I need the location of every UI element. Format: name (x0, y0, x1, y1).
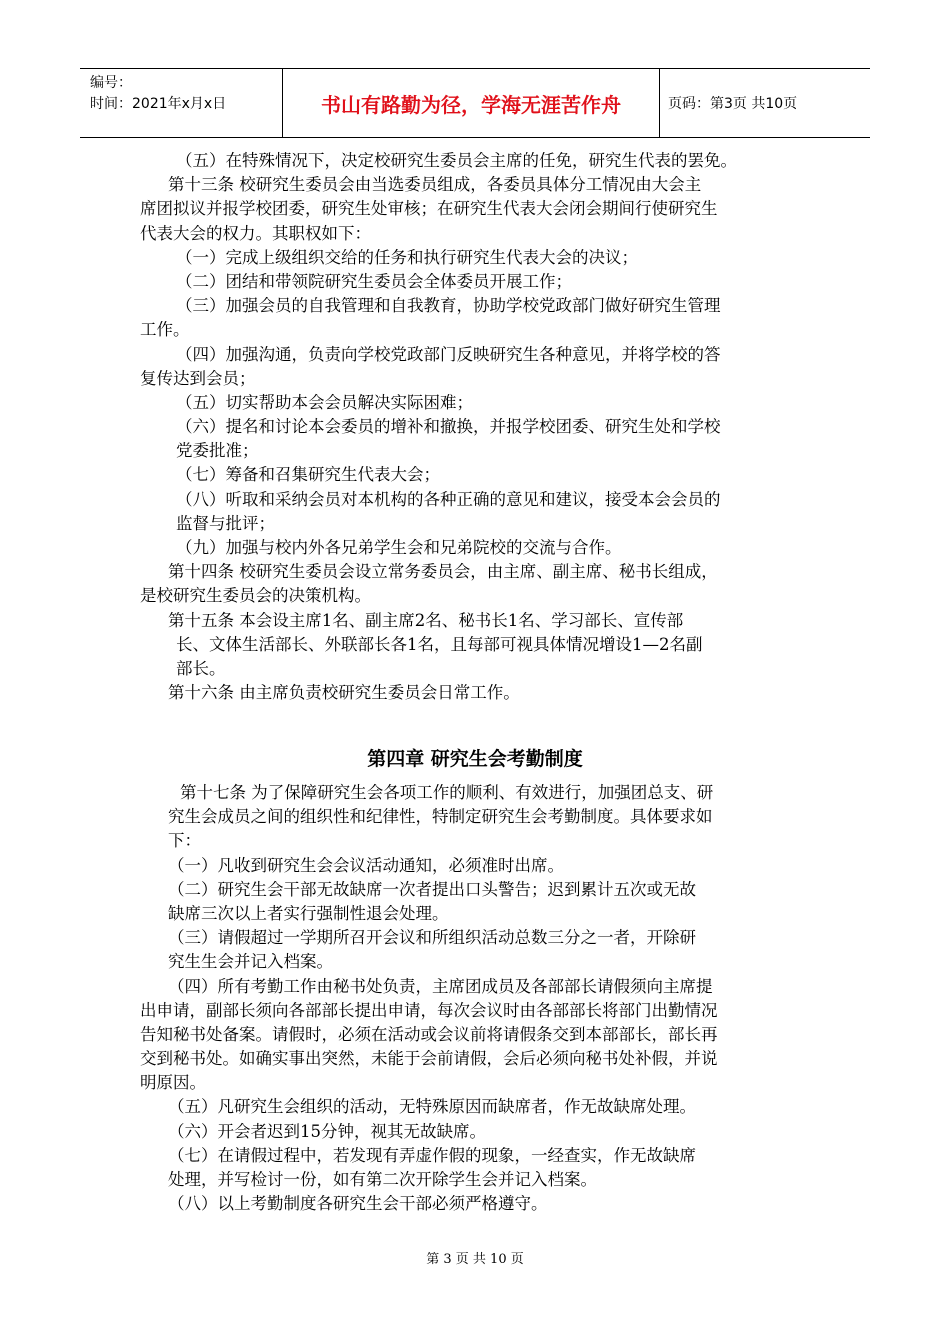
body-line: 缺席三次以上者实行强制性退会处理。 (168, 903, 449, 923)
body-line: 交到秘书处。如确实事出突然，未能于会前请假，会后必须向秘书处补假，并说 (140, 1049, 718, 1069)
body-line: 下： (168, 831, 201, 851)
body-line: （五）在特殊情况下，决定校研究生委员会主席的任免，研究生代表的罢免。 (176, 151, 737, 170)
body-line: 部长。 (176, 658, 226, 678)
body-line: 第十五条 本会设主席1名、副主席2名、秘书长1名、学习部长、宣传部 (168, 610, 684, 630)
body-line: （七）筹备和召集研究生代表大会； (176, 465, 440, 485)
body-line: （八）听取和采纳会员对本机构的各种正确的意见和建议，接受本会会员的 (176, 489, 721, 509)
body-line: （四）加强沟通，负责向学校党政部门反映研究生各种意见，并将学校的答 (176, 344, 721, 364)
body-line: 工作。 (140, 320, 190, 340)
body-line: 告知秘书处备案。请假时，必须在活动或会议前将请假条交到本部部长，部长再 (140, 1024, 718, 1044)
body-line: 第十四条 校研究生委员会设立常务委员会，由主席、副主席、秘书长组成， (168, 562, 718, 582)
body-line: （八）以上考勤制度各研究生会干部必须严格遵守。 (168, 1194, 548, 1214)
body-line: 长、文体生活部长、外联部长各1名，且每部可视具体情况增设1—2名副 (176, 634, 703, 654)
body-line: 第十六条 由主席负责校研究生委员会日常工作。 (168, 683, 520, 703)
body-line: 席团拟议并报学校团委，研究生处审核；在研究生代表大会闭会期间行使研究生 (140, 199, 718, 219)
body-line: 明原因。 (140, 1073, 206, 1093)
body-line: 党委批准； (176, 441, 259, 461)
body-line: （四）所有考勤工作由秘书处负责，主席团成员及各部部长请假须向主席提 (168, 976, 713, 996)
body-line: 究生生会并记入档案。 (168, 952, 333, 972)
body-line: （六）开会者迟到15分钟，视其无故缺席。 (168, 1121, 486, 1141)
body-line: 是校研究生委员会的决策机构。 (140, 586, 371, 606)
body-line: （九）加强与校内外各兄弟学生会和兄弟院校的交流与合作。 (176, 538, 622, 557)
body-line: 复传达到会员； (140, 368, 256, 388)
document-number-label: 编号： (90, 75, 132, 91)
body-line: 出申请，副部长须向各部部长提出申请，每次会议时由各部部长将部门出勤情况 (140, 1000, 718, 1020)
body-line: （三）请假超过一学期所召开会议和所组织活动总数三分之一者，开除研 (168, 928, 696, 948)
body-line: 监督与批评； (176, 513, 275, 533)
body-line: （二）团结和带领院研究生委员会全体委员开展工作； (176, 271, 572, 291)
body-line: （五）凡研究生会组织的活动，无特殊原因而缺席者，作无故缺席处理。 (168, 1097, 696, 1117)
body-line: （二）研究生会干部无故缺席一次者提出口头警告；迟到累计五次或无故 (168, 879, 696, 899)
header-motto: 书山有路勤为径，学海无涯苦作舟 (283, 69, 660, 137)
body-line: 处理，并写检讨一份，如有第二次开除学生会并记入档案。 (168, 1170, 597, 1189)
body-line: （六）提名和讨论本会委员的增补和撤换，并报学校团委、研究生处和学校 (176, 417, 721, 437)
page-header (80, 68, 870, 138)
body-line: 第十七条 为了保障研究生会各项工作的顺利、有效进行，加强团总支、研 (180, 783, 714, 802)
body-line: 第十三条 校研究生委员会由当选委员组成，各委员具体分工情况由大会主 (168, 175, 702, 195)
header-meta (80, 69, 283, 137)
chapter-title: 第四章 研究生会考勤制度 (367, 748, 583, 770)
header-page-info: 页码：第3页 共10页 (668, 96, 798, 112)
page-footer: 第 3 页 共 10 页 (426, 1252, 524, 1267)
document-date-label: 时间：2021年x月x日 (90, 96, 227, 112)
body-line: （三）加强会员的自我管理和自我教育，协助学校党政部门做好研究生管理 (176, 296, 721, 316)
body-line: （七）在请假过程中，若发现有弄虚作假的现象，一经查实，作无故缺席 (168, 1145, 696, 1165)
body-line: （五）切实帮助本会会员解决实际困难； (176, 392, 473, 412)
body-line: （一）凡收到研究生会会议活动通知，必须准时出席。 (168, 855, 564, 875)
body-line: 究生会成员之间的组织性和纪律性，特制定研究生会考勤制度。具体要求如 (168, 807, 713, 827)
body-line: 代表大会的权力。其职权如下： (140, 223, 371, 243)
body-section-1 (140, 149, 820, 705)
body-section-2 (140, 781, 830, 1216)
body-line: （一）完成上级组织交给的任务和执行研究生代表大会的决议； (176, 247, 638, 267)
